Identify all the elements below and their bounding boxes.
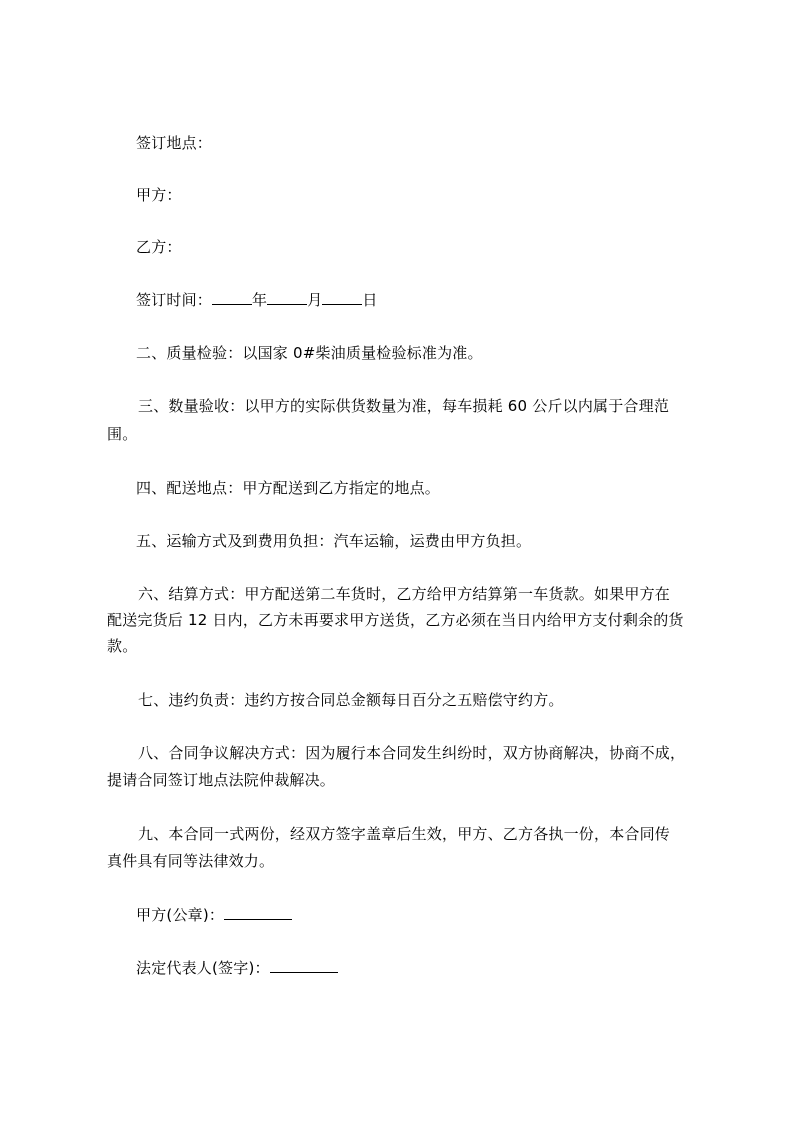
clause-4-text: 四、配送地点：甲方配送到乙方指定的地点。	[136, 479, 441, 497]
month-blank[interactable]	[267, 290, 307, 305]
day-blank[interactable]	[322, 290, 362, 305]
clause-3-text-2: 围。	[107, 425, 138, 443]
year-label: 年	[252, 291, 268, 309]
party-b-label: 乙方：	[136, 238, 182, 256]
clause-5-text: 五、运输方式及到费用负担：汽车运输，运费由甲方负担。	[136, 532, 532, 550]
sign-place-line	[136, 133, 793, 153]
clause-8-text-2: 提请合同签订地点法院仲裁解决。	[107, 771, 336, 789]
party-a-line	[136, 185, 793, 205]
clause-4	[136, 478, 793, 498]
clause-8-line-2	[107, 770, 793, 790]
clause-6-line-3	[107, 636, 793, 656]
clause-6-text-1: 六、结算方式：甲方配送第二车货时，乙方给甲方结算第一车货款。如果甲方在	[138, 585, 671, 603]
clause-2-text: 二、质量检验：以国家 0#柴油质量检验标准为准。	[136, 344, 483, 362]
clause-9-text-1: 九、本合同一式两份，经双方签字盖章后生效，甲方、乙方各执一份，本合同传	[138, 825, 671, 843]
clause-7-text: 七、违约负责：违约方按合同总金额每日百分之五赔偿守约方。	[138, 691, 564, 709]
clause-2	[136, 343, 793, 363]
clause-9-text-2: 真件具有同等法律效力。	[107, 852, 275, 870]
clause-7	[138, 690, 793, 710]
clause-6-line-1	[138, 584, 700, 604]
sign-time-label: 签订时间：	[136, 291, 213, 309]
clause-3-line-2	[107, 424, 793, 444]
legal-rep-label: 法定代表人(签字)：	[136, 959, 270, 977]
party-a-seal-label: 甲方(公章)：	[136, 906, 225, 924]
sign-place-label: 签订地点：	[136, 134, 213, 152]
day-label: 日	[362, 291, 378, 309]
clause-6-line-2	[107, 610, 700, 630]
legal-rep-line	[136, 958, 793, 978]
clause-9-line-2	[107, 851, 793, 871]
clause-5	[136, 531, 793, 551]
month-label: 月	[307, 291, 323, 309]
clause-6-text-3: 款。	[107, 637, 138, 655]
clause-3-line-1	[138, 396, 700, 416]
clause-6-text-2: 配送完货后 12 日内，乙方未再要求甲方送货，乙方必须在当日内给甲方支付剩余的货	[107, 611, 684, 629]
party-a-label: 甲方：	[136, 186, 182, 204]
legal-rep-blank[interactable]	[270, 958, 338, 973]
clause-9-line-1	[138, 824, 700, 844]
party-a-seal-line	[136, 905, 793, 925]
year-blank[interactable]	[212, 290, 252, 305]
clause-8-line-1	[138, 743, 708, 763]
sign-time-line	[136, 290, 793, 310]
clause-3-text-1: 三、数量验收：以甲方的实际供货数量为准，每车损耗 60 公斤以内属于合理范	[138, 397, 670, 415]
clause-8-text-1: 八、合同争议解决方式：因为履行本合同发生纠纷时，双方协商解决，协商不成，	[138, 744, 686, 762]
party-a-seal-blank[interactable]	[224, 905, 292, 920]
party-b-line	[136, 237, 793, 257]
